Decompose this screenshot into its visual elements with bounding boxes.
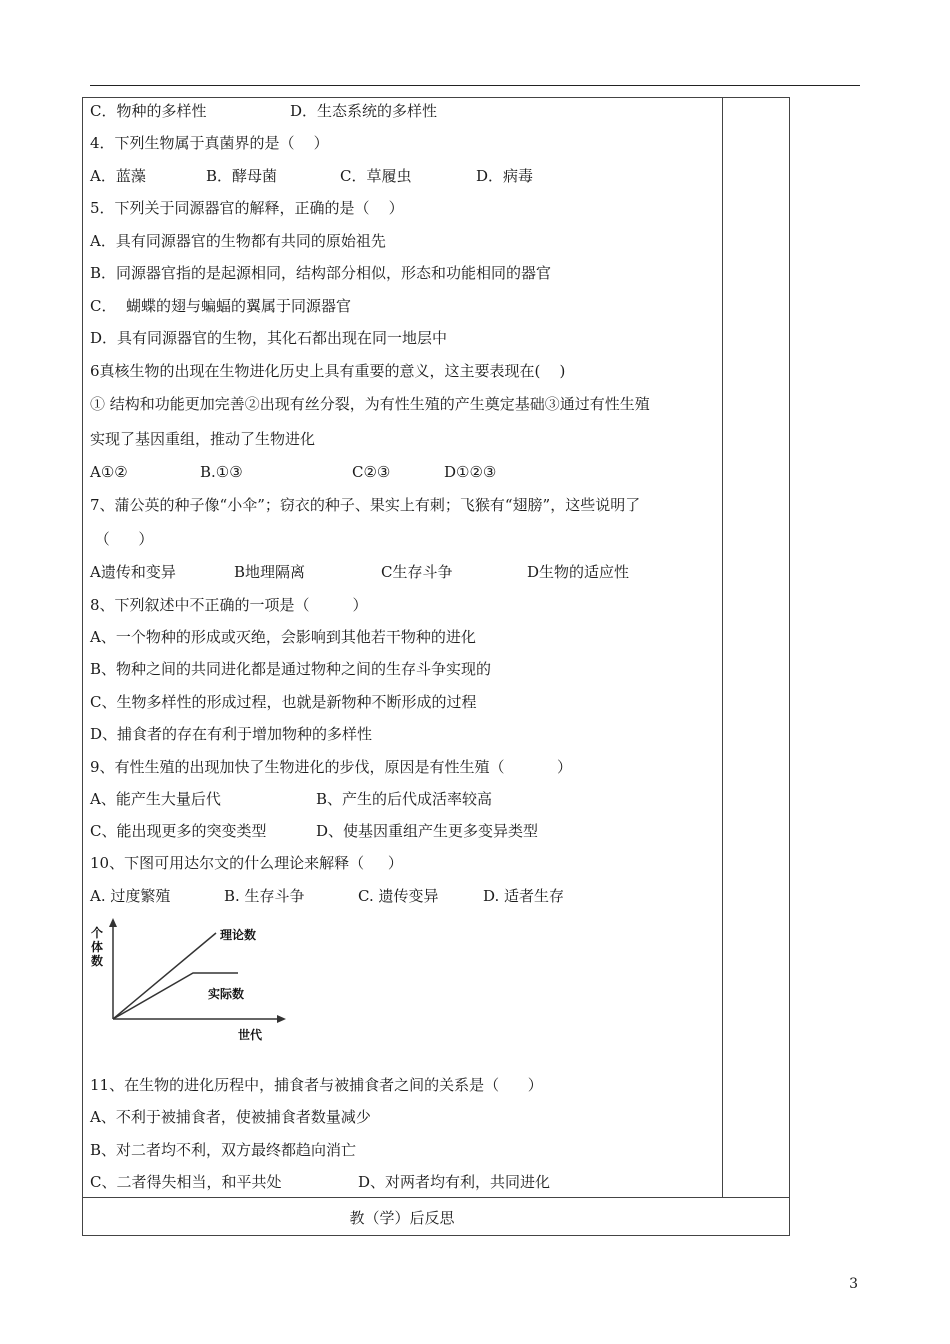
series-label-actual: 实际数 bbox=[208, 987, 245, 1001]
question-line: D①②③ bbox=[444, 463, 497, 481]
question-line: A遗传和变异 bbox=[90, 563, 176, 581]
question-line: C．草履虫 bbox=[340, 167, 412, 185]
question-line: B、对二者均不利，双方最终都趋向消亡 bbox=[90, 1141, 357, 1159]
question-line: C． 蝴蝶的翅与蝙蝠的翼属于同源器官 bbox=[90, 297, 352, 315]
population-chart bbox=[88, 915, 298, 1045]
y-axis-label-2: 体 bbox=[91, 940, 104, 954]
question-line: A. 过度繁殖 bbox=[90, 887, 171, 905]
row-divider bbox=[82, 1197, 790, 1198]
question-line: 11、在生物的进化历程中，捕食者与被捕食者之间的关系是（ ） bbox=[90, 1076, 543, 1094]
question-line: A．蓝藻 bbox=[90, 167, 146, 185]
question-line: C生存斗争 bbox=[381, 563, 453, 581]
question-line: C、二者得失相当，和平共处 bbox=[90, 1173, 282, 1191]
question-line: 8、下列叙述中不正确的一项是（ ） bbox=[90, 596, 368, 614]
question-line: （ ） bbox=[90, 530, 154, 548]
question-line: A．具有同源器官的生物都有共同的原始祖先 bbox=[90, 232, 386, 250]
question-line: B．酵母菌 bbox=[206, 167, 278, 185]
question-line: 7、蒲公英的种子像“小伞”；窃衣的种子、果实上有刺；飞猴有“翅膀”，这些说明了 bbox=[90, 496, 641, 514]
question-line: ① 结构和功能更加完善②出现有丝分裂，为有性生殖的产生奠定基础③通过有性生殖 bbox=[90, 395, 650, 413]
y-axis-label-1: 个 bbox=[91, 926, 104, 940]
question-line: 10、下图可用达尔文的什么理论来解释（ ） bbox=[90, 854, 403, 872]
y-axis-label-3: 数 bbox=[91, 954, 104, 968]
question-line: D．生态系统的多样性 bbox=[290, 102, 438, 120]
question-line: B、产生的后代成活率较高 bbox=[316, 790, 493, 808]
question-line: B.①③ bbox=[200, 463, 243, 481]
question-line: D、捕食者的存在有利于增加物种的多样性 bbox=[90, 725, 373, 743]
y-axis bbox=[109, 918, 117, 1019]
question-line: 4．下列生物属于真菌界的是（ ） bbox=[90, 134, 329, 152]
x-axis-label: 世代 bbox=[238, 1028, 263, 1042]
question-line: B、物种之间的共同进化都是通过物种之间的生存斗争实现的 bbox=[90, 660, 492, 678]
question-line: C、能出现更多的突变类型 bbox=[90, 822, 267, 840]
reflection-label: 教（学）后反思 bbox=[349, 1209, 455, 1227]
question-line: D．具有同源器官的生物，其化石都出现在同一地层中 bbox=[90, 329, 448, 347]
column-divider bbox=[722, 97, 723, 1197]
question-line: 6真核生物的出现在生物进化历史上具有重要的意义，这主要表现在( ) bbox=[90, 362, 566, 380]
question-line: D生物的适应性 bbox=[527, 563, 630, 581]
question-line: A、一个物种的形成或灭绝，会影响到其他若干物种的进化 bbox=[90, 628, 476, 646]
question-line: A、能产生大量后代 bbox=[90, 790, 221, 808]
question-line: C. 遗传变异 bbox=[358, 887, 439, 905]
series-line-theoretical bbox=[113, 933, 216, 1019]
question-line: C、生物多样性的形成过程，也就是新物种不断形成的过程 bbox=[90, 693, 477, 711]
header-rule bbox=[90, 85, 860, 86]
question-line: C．物种的多样性 bbox=[90, 102, 207, 120]
page-number: 3 bbox=[849, 1276, 858, 1292]
question-line: A①② bbox=[90, 463, 128, 481]
question-line: B．同源器官指的是起源相同，结构部分相似，形态和功能相同的器官 bbox=[90, 264, 552, 282]
x-axis bbox=[113, 1015, 286, 1023]
question-line: C②③ bbox=[352, 463, 391, 481]
question-line: D．病毒 bbox=[476, 167, 534, 185]
series-label-theoretical: 理论数 bbox=[220, 928, 257, 942]
question-line: D、使基因重组产生更多变异类型 bbox=[316, 822, 539, 840]
question-line: A、不利于被捕食者，使被捕食者数量减少 bbox=[90, 1108, 371, 1126]
question-line: D、对两者均有利，共同进化 bbox=[358, 1173, 551, 1191]
question-line: B. 生存斗争 bbox=[224, 887, 305, 905]
question-line: 实现了基因重组，推动了生物进化 bbox=[90, 430, 316, 448]
question-line: 9、有性生殖的出现加快了生物进化的步伐，原因是有性生殖（ ） bbox=[90, 758, 572, 776]
question-line: B地理隔离 bbox=[234, 563, 306, 581]
question-line: 5．下列关于同源器官的解释，正确的是（ ） bbox=[90, 199, 404, 217]
question-line: D. 适者生存 bbox=[483, 887, 565, 905]
